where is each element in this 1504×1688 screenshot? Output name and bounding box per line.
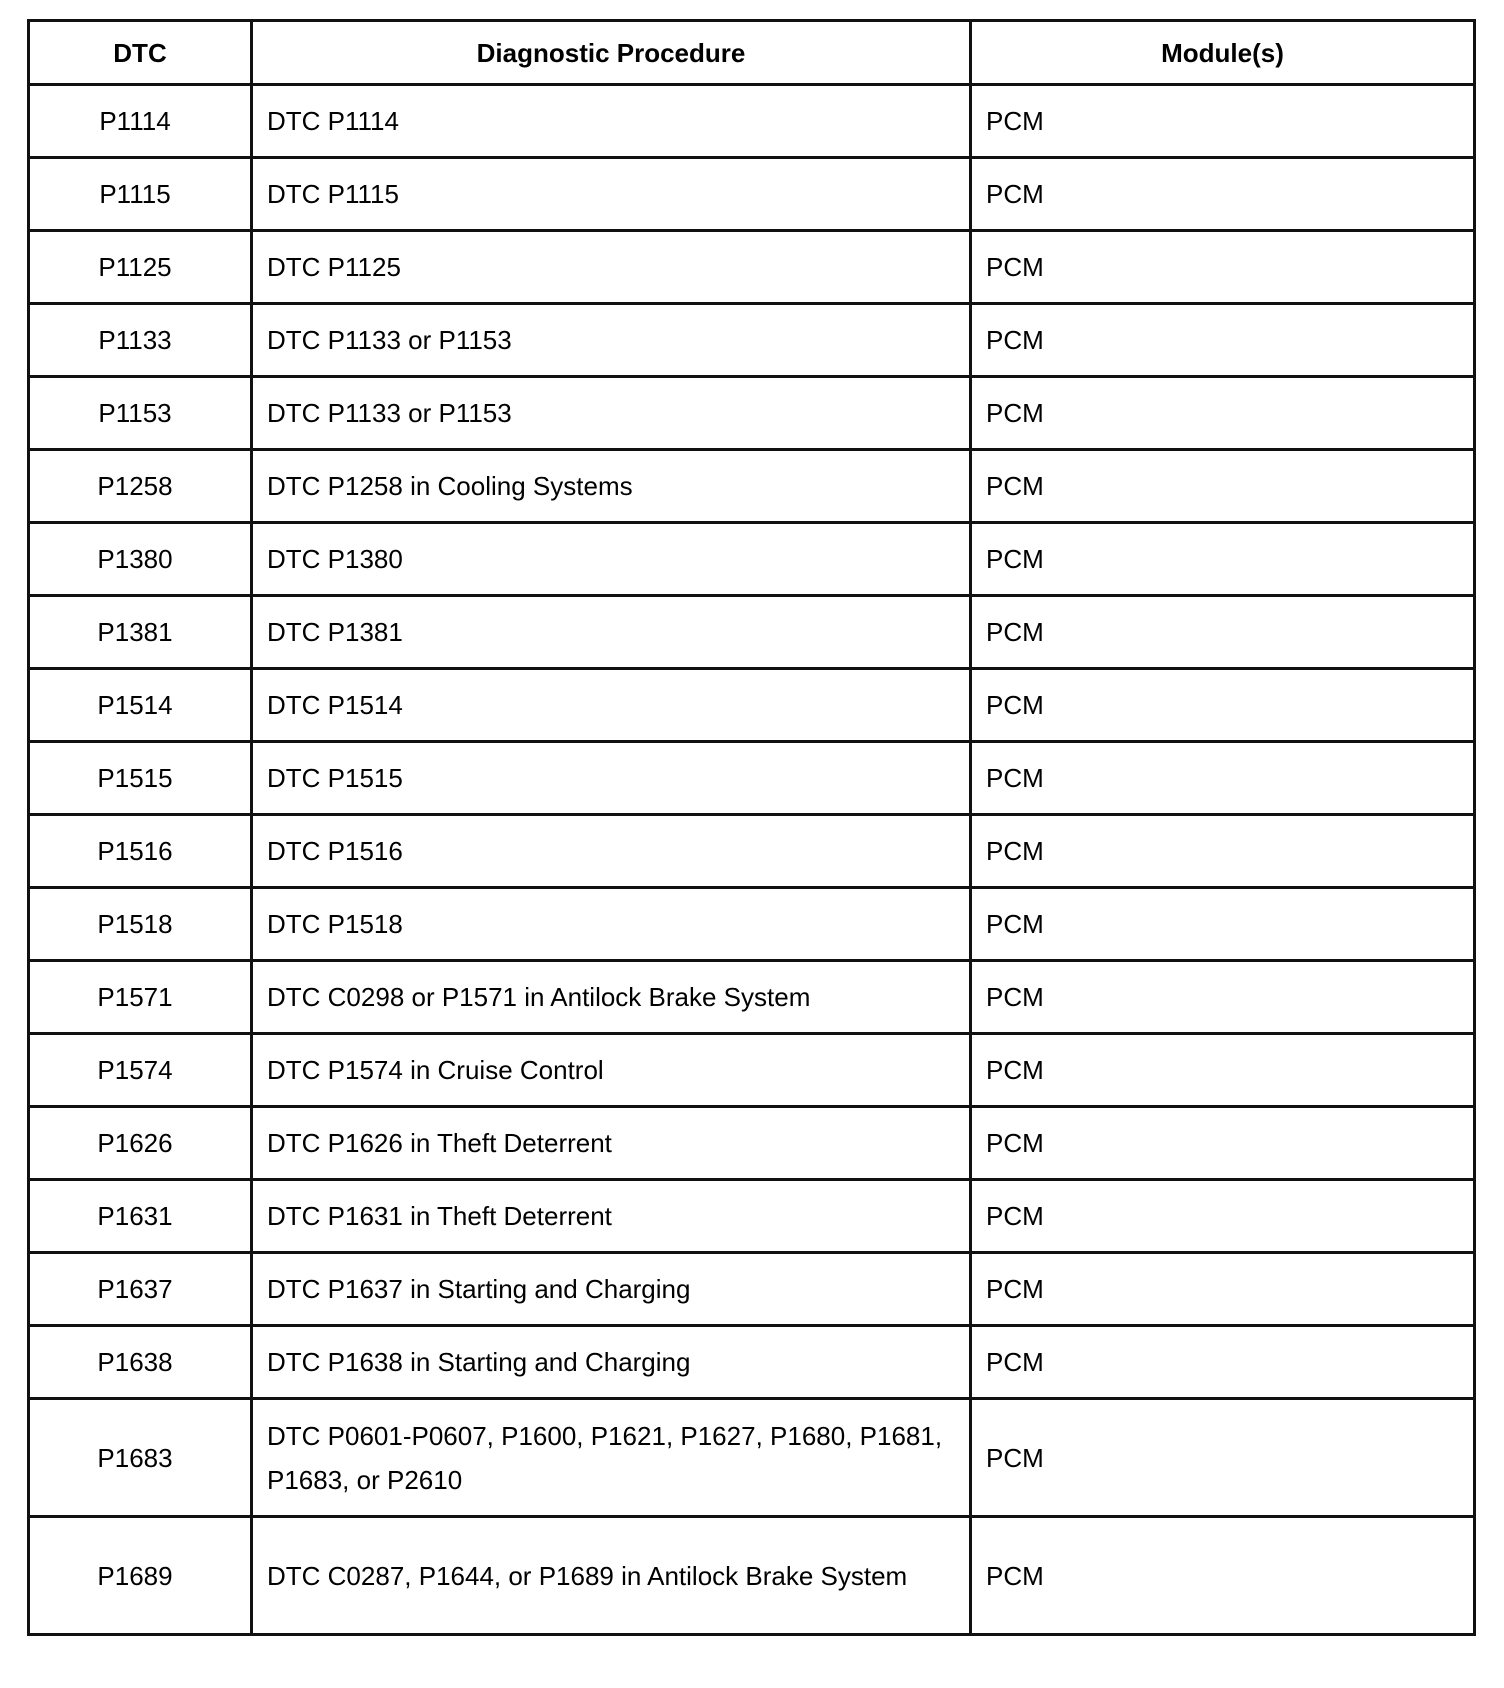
diagnostic-procedure-cell: DTC C0298 or P1571 in Antilock Brake System [252, 961, 971, 1034]
table-row [29, 1253, 1475, 1326]
diagnostic-procedure-cell: DTC C0287, P1644, or P1689 in Antilock Brake System [252, 1517, 971, 1635]
module-cell: PCM [971, 815, 1475, 888]
table-row [29, 450, 1475, 523]
table-row [29, 742, 1475, 815]
diagnostic-procedure-cell: DTC P1574 in Cruise Control [252, 1034, 971, 1107]
diagnostic-procedure-cell: DTC P1133 or P1153 [252, 304, 971, 377]
table-row [29, 158, 1475, 231]
table-row [29, 1107, 1475, 1180]
module-cell: PCM [971, 1180, 1475, 1253]
table-row [29, 596, 1475, 669]
table-row [29, 1399, 1475, 1517]
dtc-code-cell: P1133 [29, 304, 252, 377]
header-dtc: DTC [29, 21, 252, 85]
table-row [29, 231, 1475, 304]
module-cell: PCM [971, 596, 1475, 669]
dtc-code-cell: P1258 [29, 450, 252, 523]
module-cell: PCM [971, 304, 1475, 377]
module-cell: PCM [971, 1517, 1475, 1635]
diagnostic-procedure-cell: DTC P1631 in Theft Deterrent [252, 1180, 971, 1253]
dtc-code-cell: P1153 [29, 377, 252, 450]
dtc-code-cell: P1631 [29, 1180, 252, 1253]
header-modules: Module(s) [971, 21, 1475, 85]
diagnostic-procedure-cell: DTC P1133 or P1153 [252, 377, 971, 450]
diagnostic-procedure-cell: DTC P1258 in Cooling Systems [252, 450, 971, 523]
diagnostic-procedure-cell: DTC P1626 in Theft Deterrent [252, 1107, 971, 1180]
module-cell: PCM [971, 450, 1475, 523]
dtc-code-cell: P1115 [29, 158, 252, 231]
dtc-code-cell: P1683 [29, 1399, 252, 1517]
module-cell: PCM [971, 377, 1475, 450]
module-cell: PCM [971, 888, 1475, 961]
table-row [29, 888, 1475, 961]
module-cell: PCM [971, 669, 1475, 742]
module-cell: PCM [971, 1034, 1475, 1107]
dtc-code-cell: P1626 [29, 1107, 252, 1180]
diagnostic-procedure-cell: DTC P1515 [252, 742, 971, 815]
module-cell: PCM [971, 523, 1475, 596]
table-row [29, 1180, 1475, 1253]
table-row [29, 815, 1475, 888]
diagnostic-procedure-cell: DTC P0601-P0607, P1600, P1621, P1627, P1680, P1681, P1683, or P2610 [252, 1399, 971, 1517]
header-diagnostic-procedure: Diagnostic Procedure [252, 21, 971, 85]
module-cell: PCM [971, 1399, 1475, 1517]
dtc-code-cell: P1125 [29, 231, 252, 304]
dtc-code-cell: P1515 [29, 742, 252, 815]
dtc-code-cell: P1574 [29, 1034, 252, 1107]
table-header [29, 21, 1475, 85]
module-cell: PCM [971, 742, 1475, 815]
dtc-table [27, 19, 1476, 1636]
dtc-code-cell: P1518 [29, 888, 252, 961]
module-cell: PCM [971, 231, 1475, 304]
dtc-code-cell: P1689 [29, 1517, 252, 1635]
dtc-code-cell: P1114 [29, 85, 252, 158]
module-cell: PCM [971, 85, 1475, 158]
diagnostic-procedure-cell: DTC P1516 [252, 815, 971, 888]
module-cell: PCM [971, 961, 1475, 1034]
dtc-code-cell: P1571 [29, 961, 252, 1034]
table-row [29, 304, 1475, 377]
diagnostic-procedure-cell: DTC P1115 [252, 158, 971, 231]
dtc-code-cell: P1637 [29, 1253, 252, 1326]
table-body [29, 85, 1475, 1635]
table-row [29, 1517, 1475, 1635]
diagnostic-procedure-cell: DTC P1518 [252, 888, 971, 961]
diagnostic-procedure-cell: DTC P1125 [252, 231, 971, 304]
module-cell: PCM [971, 1253, 1475, 1326]
header-row [29, 21, 1475, 85]
table-row [29, 377, 1475, 450]
dtc-code-cell: P1638 [29, 1326, 252, 1399]
table-row [29, 523, 1475, 596]
table-row [29, 961, 1475, 1034]
dtc-code-cell: P1514 [29, 669, 252, 742]
module-cell: PCM [971, 1326, 1475, 1399]
diagnostic-procedure-cell: DTC P1380 [252, 523, 971, 596]
dtc-code-cell: P1516 [29, 815, 252, 888]
diagnostic-procedure-cell: DTC P1638 in Starting and Charging [252, 1326, 971, 1399]
table-row [29, 85, 1475, 158]
diagnostic-procedure-cell: DTC P1381 [252, 596, 971, 669]
dtc-code-cell: P1381 [29, 596, 252, 669]
dtc-code-cell: P1380 [29, 523, 252, 596]
diagnostic-procedure-cell: DTC P1114 [252, 85, 971, 158]
table-row [29, 1326, 1475, 1399]
table-row [29, 1034, 1475, 1107]
diagnostic-procedure-cell: DTC P1637 in Starting and Charging [252, 1253, 971, 1326]
table-row [29, 669, 1475, 742]
diagnostic-procedure-cell: DTC P1514 [252, 669, 971, 742]
module-cell: PCM [971, 158, 1475, 231]
module-cell: PCM [971, 1107, 1475, 1180]
